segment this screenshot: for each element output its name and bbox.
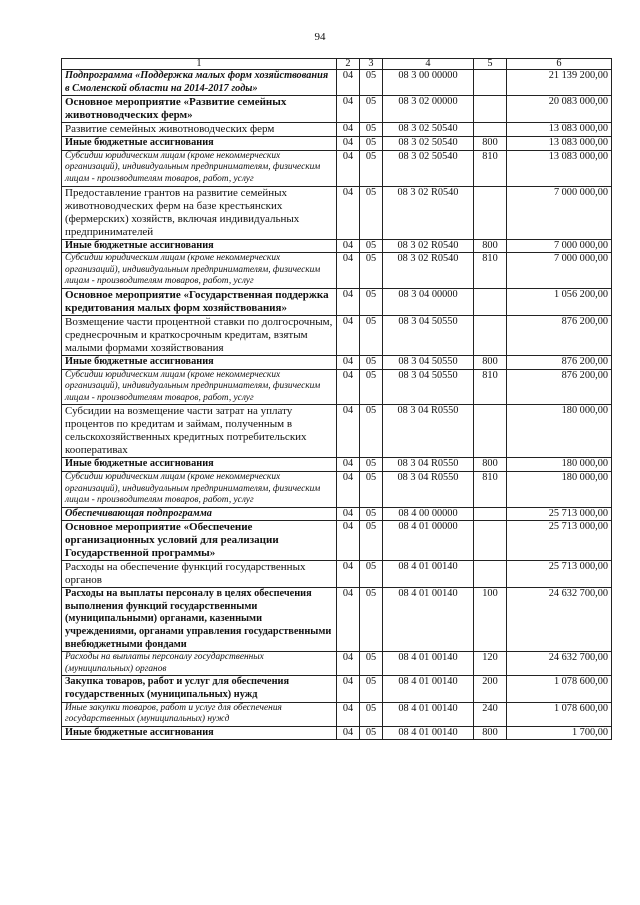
section-code-cell: 04 [337, 96, 360, 123]
amount-cell: 180 000,00 [507, 471, 612, 507]
row-name-cell: Развитие семейных животноводческих ферм [62, 123, 337, 137]
subsection-code-cell: 05 [360, 96, 383, 123]
expense-type-cell: 100 [474, 588, 507, 652]
expense-type-cell: 810 [474, 471, 507, 507]
column-number-2: 2 [337, 59, 360, 70]
row-name-cell: Закупка товаров, работ и услуг для обеспечения государственных (муниципальных) нужд [62, 676, 337, 702]
budget-table [61, 58, 612, 740]
column-number-row [62, 59, 612, 70]
target-article-cell: 08 3 04 R0550 [383, 471, 474, 507]
amount-cell: 1 078 600,00 [507, 702, 612, 726]
table-row [62, 405, 612, 458]
target-article-cell: 08 4 01 00000 [383, 521, 474, 561]
expense-type-cell: 800 [474, 137, 507, 151]
amount-cell: 25 713 000,00 [507, 521, 612, 561]
amount-cell: 20 083 000,00 [507, 96, 612, 123]
section-code-cell: 04 [337, 186, 360, 239]
expense-type-cell [474, 186, 507, 239]
section-code-cell: 04 [337, 239, 360, 253]
section-code-cell: 04 [337, 471, 360, 507]
page-number: 94 [314, 31, 326, 43]
table-row [62, 588, 612, 652]
row-name-cell: Подпрограмма «Поддержка малых форм хозяйствования в Смоленской области на 2014-2017 годы» [62, 70, 337, 96]
section-code-cell: 04 [337, 588, 360, 652]
table-row [62, 702, 612, 726]
expense-type-cell: 120 [474, 652, 507, 676]
expense-type-cell [474, 561, 507, 588]
amount-cell: 1 056 200,00 [507, 288, 612, 315]
target-article-cell: 08 4 01 00140 [383, 676, 474, 702]
target-article-cell: 08 3 02 00000 [383, 96, 474, 123]
expense-type-cell: 810 [474, 369, 507, 405]
section-code-cell: 04 [337, 507, 360, 521]
row-name-cell: Иные бюджетные ассигнования [62, 458, 337, 472]
column-number-3: 3 [360, 59, 383, 70]
amount-cell: 876 200,00 [507, 315, 612, 355]
expense-type-cell [474, 521, 507, 561]
table-row [62, 137, 612, 151]
subsection-code-cell: 05 [360, 561, 383, 588]
subsection-code-cell: 05 [360, 471, 383, 507]
section-code-cell: 04 [337, 726, 360, 740]
expense-type-cell: 810 [474, 150, 507, 186]
target-article-cell: 08 4 01 00140 [383, 726, 474, 740]
table-row [62, 507, 612, 521]
target-article-cell: 08 3 02 R0540 [383, 239, 474, 253]
expense-type-cell: 800 [474, 458, 507, 472]
amount-cell: 1 700,00 [507, 726, 612, 740]
subsection-code-cell: 05 [360, 186, 383, 239]
section-code-cell: 04 [337, 652, 360, 676]
row-name-cell: Иные бюджетные ассигнования [62, 239, 337, 253]
amount-cell: 13 083 000,00 [507, 123, 612, 137]
section-code-cell: 04 [337, 355, 360, 369]
amount-cell: 7 000 000,00 [507, 253, 612, 289]
row-name-cell: Расходы на выплаты персоналу государственных (муниципальных) органов [62, 652, 337, 676]
expense-type-cell [474, 123, 507, 137]
table-row [62, 521, 612, 561]
table-row [62, 150, 612, 186]
target-article-cell: 08 4 01 00140 [383, 702, 474, 726]
table-row [62, 253, 612, 289]
row-name-cell: Субсидии на возмещение части затрат на уплату процентов по кредитам и займам, полученным в сельскохозяйственных кредитных потребительских кооперативах [62, 405, 337, 458]
expense-type-cell [474, 70, 507, 96]
section-code-cell: 04 [337, 458, 360, 472]
expense-type-cell: 240 [474, 702, 507, 726]
section-code-cell: 04 [337, 253, 360, 289]
expense-type-cell: 200 [474, 676, 507, 702]
row-name-cell: Иные бюджетные ассигнования [62, 137, 337, 151]
table-row [62, 186, 612, 239]
column-number-5: 5 [474, 59, 507, 70]
amount-cell: 13 083 000,00 [507, 137, 612, 151]
table-row [62, 239, 612, 253]
amount-cell: 25 713 000,00 [507, 561, 612, 588]
table-row [62, 652, 612, 676]
table-row [62, 96, 612, 123]
expense-type-cell: 800 [474, 239, 507, 253]
expense-type-cell: 800 [474, 355, 507, 369]
expense-type-cell [474, 405, 507, 458]
target-article-cell: 08 3 02 50540 [383, 150, 474, 186]
section-code-cell: 04 [337, 137, 360, 151]
expense-type-cell [474, 288, 507, 315]
subsection-code-cell: 05 [360, 652, 383, 676]
table-row [62, 458, 612, 472]
table-row [62, 288, 612, 315]
section-code-cell: 04 [337, 70, 360, 96]
subsection-code-cell: 05 [360, 726, 383, 740]
subsection-code-cell: 05 [360, 315, 383, 355]
subsection-code-cell: 05 [360, 288, 383, 315]
table-row [62, 471, 612, 507]
row-name-cell: Иные бюджетные ассигнования [62, 726, 337, 740]
section-code-cell: 04 [337, 561, 360, 588]
section-code-cell: 04 [337, 315, 360, 355]
amount-cell: 876 200,00 [507, 369, 612, 405]
expense-type-cell: 800 [474, 726, 507, 740]
section-code-cell: 04 [337, 405, 360, 458]
amount-cell: 1 078 600,00 [507, 676, 612, 702]
section-code-cell: 04 [337, 288, 360, 315]
amount-cell: 13 083 000,00 [507, 150, 612, 186]
row-name-cell: Расходы на обеспечение функций государственных органов [62, 561, 337, 588]
amount-cell: 7 000 000,00 [507, 239, 612, 253]
target-article-cell: 08 4 01 00140 [383, 588, 474, 652]
target-article-cell: 08 3 04 R0550 [383, 405, 474, 458]
amount-cell: 180 000,00 [507, 405, 612, 458]
target-article-cell: 08 3 00 00000 [383, 70, 474, 96]
subsection-code-cell: 05 [360, 405, 383, 458]
row-name-cell: Иные бюджетные ассигнования [62, 355, 337, 369]
row-name-cell: Обеспечивающая подпрограмма [62, 507, 337, 521]
target-article-cell: 08 3 04 00000 [383, 288, 474, 315]
subsection-code-cell: 05 [360, 253, 383, 289]
table-row [62, 369, 612, 405]
amount-cell: 24 632 700,00 [507, 652, 612, 676]
table-row [62, 355, 612, 369]
target-article-cell: 08 3 04 50550 [383, 315, 474, 355]
row-name-cell: Возмещение части процентной ставки по долгосрочным, среднесрочным и краткосрочным кредитам, взятым малыми формами хозяйствования [62, 315, 337, 355]
amount-cell: 24 632 700,00 [507, 588, 612, 652]
subsection-code-cell: 05 [360, 355, 383, 369]
subsection-code-cell: 05 [360, 150, 383, 186]
section-code-cell: 04 [337, 369, 360, 405]
subsection-code-cell: 05 [360, 70, 383, 96]
section-code-cell: 04 [337, 521, 360, 561]
subsection-code-cell: 05 [360, 676, 383, 702]
row-name-cell: Субсидии юридическим лицам (кроме некоммерческих организаций), индивидуальным предпринимателям, физическим лицам - производителям товаров, работ, услуг [62, 369, 337, 405]
column-number-4: 4 [383, 59, 474, 70]
column-number-1: 1 [62, 59, 337, 70]
subsection-code-cell: 05 [360, 702, 383, 726]
target-article-cell: 08 4 01 00140 [383, 561, 474, 588]
subsection-code-cell: 05 [360, 123, 383, 137]
row-name-cell: Субсидии юридическим лицам (кроме некоммерческих организаций), индивидуальным предпринимателям, физическим лицам - производителям товаров, работ, услуг [62, 471, 337, 507]
subsection-code-cell: 05 [360, 369, 383, 405]
row-name-cell: Расходы на выплаты персоналу в целях обеспечения выполнения функций государственными (муниципальными) органами, казенными учреждениями, органами управления государственными внебюджетными фондами [62, 588, 337, 652]
subsection-code-cell: 05 [360, 239, 383, 253]
subsection-code-cell: 05 [360, 588, 383, 652]
section-code-cell: 04 [337, 702, 360, 726]
table-row [62, 561, 612, 588]
amount-cell: 25 713 000,00 [507, 507, 612, 521]
row-name-cell: Предоставление грантов на развитие семейных животноводческих ферм на базе крестьянских (фермерских) хозяйств, включая индивидуальных предпринимателей [62, 186, 337, 239]
subsection-code-cell: 05 [360, 137, 383, 151]
amount-cell: 876 200,00 [507, 355, 612, 369]
row-name-cell: Субсидии юридическим лицам (кроме некоммерческих организаций), индивидуальным предпринимателям, физическим лицам - производителям товаров, работ, услуг [62, 253, 337, 289]
amount-cell: 7 000 000,00 [507, 186, 612, 239]
row-name-cell: Субсидии юридическим лицам (кроме некоммерческих организаций), индивидуальным предпринимателям, физическим лицам - производителям товаров, работ, услуг [62, 150, 337, 186]
target-article-cell: 08 3 02 R0540 [383, 186, 474, 239]
row-name-cell: Основное мероприятие «Государственная поддержка кредитования малых форм хозяйствования» [62, 288, 337, 315]
subsection-code-cell: 05 [360, 458, 383, 472]
expense-type-cell: 810 [474, 253, 507, 289]
row-name-cell: Основное мероприятие «Обеспечение организационных условий для реализации Государственной программы» [62, 521, 337, 561]
expense-type-cell [474, 96, 507, 123]
target-article-cell: 08 4 01 00140 [383, 652, 474, 676]
target-article-cell: 08 3 02 50540 [383, 123, 474, 137]
amount-cell: 180 000,00 [507, 458, 612, 472]
table-row [62, 70, 612, 96]
subsection-code-cell: 05 [360, 521, 383, 561]
column-number-6: 6 [507, 59, 612, 70]
section-code-cell: 04 [337, 123, 360, 137]
row-name-cell: Иные закупки товаров, работ и услуг для обеспечения государственных (муниципальных) нужд [62, 702, 337, 726]
target-article-cell: 08 3 04 50550 [383, 369, 474, 405]
amount-cell: 21 139 200,00 [507, 70, 612, 96]
table-row [62, 123, 612, 137]
target-article-cell: 08 3 02 50540 [383, 137, 474, 151]
table-row [62, 676, 612, 702]
target-article-cell: 08 3 04 R0550 [383, 458, 474, 472]
table-row [62, 315, 612, 355]
expense-type-cell [474, 315, 507, 355]
target-article-cell: 08 3 04 50550 [383, 355, 474, 369]
row-name-cell: Основное мероприятие «Развитие семейных животноводческих ферм» [62, 96, 337, 123]
target-article-cell: 08 4 00 00000 [383, 507, 474, 521]
subsection-code-cell: 05 [360, 507, 383, 521]
expense-type-cell [474, 507, 507, 521]
section-code-cell: 04 [337, 150, 360, 186]
target-article-cell: 08 3 02 R0540 [383, 253, 474, 289]
section-code-cell: 04 [337, 676, 360, 702]
table-row [62, 726, 612, 740]
